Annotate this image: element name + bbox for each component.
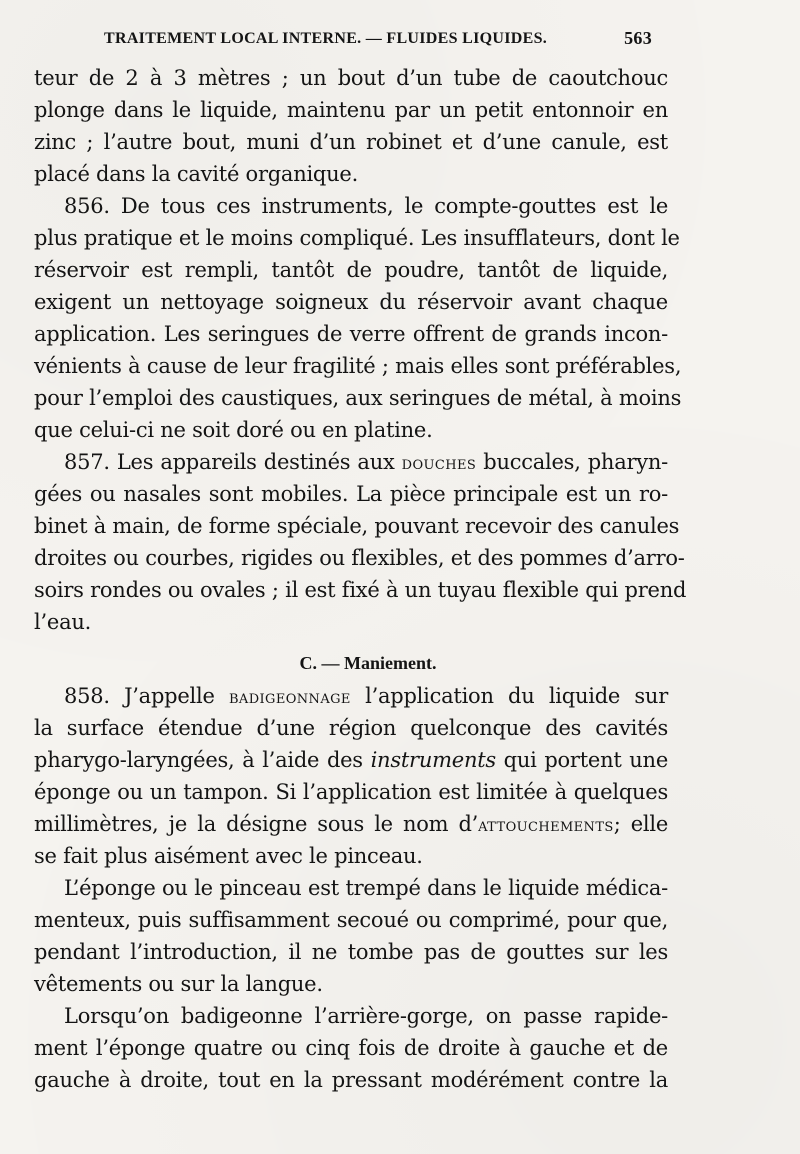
text-line (28, 744, 668, 776)
paragraph-857 (28, 446, 687, 638)
paragraph-856 (28, 190, 682, 446)
text-line: l’eau. (34, 610, 92, 634)
text-line: pendant l’introduction, il ne tombe pas de gouttes sur les (34, 940, 668, 964)
text-line: gauche à droite, tout en la pressant modérément contre la (34, 1068, 668, 1092)
text-line (28, 808, 668, 840)
paragraph-eponge (28, 872, 668, 1000)
small-caps-term: badigeonnage (228, 687, 351, 708)
text-line: éponge ou un tampon. Si l’application est limitée à quelques (34, 780, 668, 804)
text-line: droites ou courbes, rigides ou flexibles, et des pommes d’arro- (34, 546, 685, 570)
italic-term: instruments (370, 748, 496, 772)
text-line: exigent un nettoyage soigneux du réservoir avant chaque (34, 290, 668, 314)
paragraph-continuation (28, 62, 668, 190)
page-number: 563 (624, 28, 652, 48)
text-run: 857. Les appareils destinés aux (64, 450, 402, 474)
section-heading: C. — Maniement. (299, 653, 437, 673)
text-line: L’éponge ou le pinceau est trempé dans le liquide médica- (64, 876, 668, 900)
text-line: plus pratique et le moins compliqué. Les insufflateurs, dont le (34, 226, 680, 250)
text-line: pour l’emploi des caustiques, aux seringues de métal, à moins (34, 386, 682, 410)
text-line: plonge dans le liquide, maintenu par un petit entonnoir en (34, 98, 668, 122)
text-line: réservoir est rempli, tantôt de poudre, tantôt de liquide, (34, 258, 668, 282)
text-run: ; elle (613, 812, 668, 836)
text-line: se fait plus aisément avec le pinceau. (34, 844, 423, 868)
text-line: Lorsqu’on badigeonne l’arrière-gorge, on passe rapide- (64, 1004, 668, 1028)
running-head (104, 28, 652, 58)
small-caps-term: douches (401, 453, 477, 474)
text-line: 856. De tous ces instruments, le compte-gouttes est le (64, 194, 668, 218)
text-line: binet à main, de forme spéciale, pouvant recevoir des canules (34, 514, 680, 538)
text-run: qui portent une (495, 748, 668, 772)
text-line: que celui-ci ne soit doré ou en platine. (34, 418, 433, 442)
text-line: vêtements ou sur la langue. (34, 972, 323, 996)
text-run: buccales, pharyn- (476, 450, 668, 474)
text-line (28, 680, 668, 712)
text-line: application. Les seringues de verre offrent de grands incon- (34, 322, 668, 346)
text-line: gées ou nasales sont mobiles. La pièce principale est un ro- (34, 482, 668, 506)
paragraph-lorsqu (28, 1000, 668, 1096)
small-caps-term: attouchements (478, 815, 614, 836)
text-run: l’application du liquide sur (350, 684, 668, 708)
spacer (28, 638, 668, 646)
body-text (28, 62, 687, 1096)
text-line: la surface étendue d’une région quelconque des cavités (34, 716, 668, 740)
text-line: zinc ; l’autre bout, muni d’un robinet et d’une canule, est (34, 130, 668, 154)
text-run: millimètres, je la désigne sous le nom d’ (34, 812, 479, 836)
text-line: placé dans la cavité organique. (34, 162, 359, 186)
text-line: menteux, puis suffisamment secoué ou comprimé, pour que, (34, 908, 668, 932)
text-run: 858. J’appelle (64, 684, 229, 708)
text-line: vénients à cause de leur fragilité ; mais elles sont préférables, (34, 354, 682, 378)
text-line: teur de 2 à 3 mètres ; un bout d’un tube de caoutchouc (34, 66, 668, 90)
text-line: soirs rondes ou ovales ; il est fixé à un tuyau flexible qui prend (34, 578, 687, 602)
text-run: pharygo-laryngées, à l’aide des (34, 748, 371, 772)
paragraph-858 (28, 680, 668, 872)
running-title: TRAITEMENT LOCAL INTERNE. — FLUIDES LIQUIDES. (104, 30, 548, 47)
text-line (28, 446, 668, 478)
text-line: ment l’éponge quatre ou cinq fois de droite à gauche et de (34, 1036, 668, 1060)
